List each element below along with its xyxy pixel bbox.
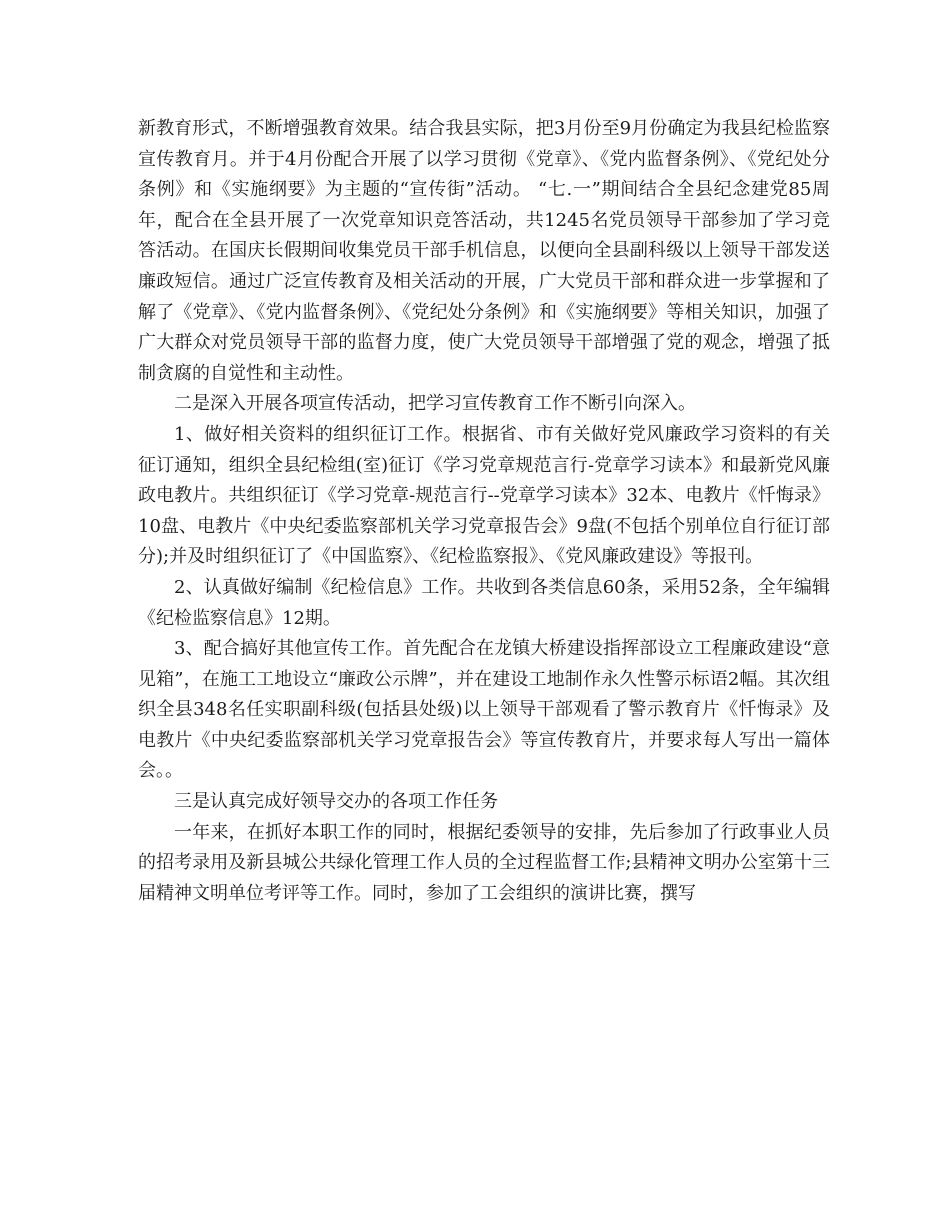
paragraph-section-three-heading: 三是认真完成好领导交办的各项工作任务 [174,791,498,813]
paragraph-item-1: 1、做好相关资料的组织征订工作。根据省、市有关做好党风廉政学习资料的有关征订通知，组织全县纪检组(室)征订《学习党章规范言行-党章学习读本》和最新党风廉政电教片。共组织征订《学习党章-规范言行--党章学习读本》32本、电教片《忏悔录》10盘、电教片《中央纪委监察部机关学习党章报告会》9盘(不包括个别单位自行征订部分);并及时组织征订了《中国监察》、《纪检监察报》、《党风廉政建设》等报刊。 [138,423,830,568]
paragraph-intro: 新教育形式，不断增强教育效果。结合我县实际，把3月份至9月份确定为我县纪检监察宣传教育月。并于4月份配合开展了以学习贯彻《党章》、《党内监督条例》、《党纪处分条例》和《实施纲要》为主题的“宣传街”活动。 “七.一”期间结合全县纪念建党85周年，配合在全县开展了一次党章知识竞答活动，共1245名党员领导干部参加了学习竞答活动。在国庆长假期间收集党员干部手机信息，以便向全县副科级以上领导干部发送廉政短信。通过广泛宣传教育及相关活动的开展，广大党员干部和群众进一步掌握和了解了《党章》、《党内监督条例》、《党纪处分条例》和《实施纲要》等相关知识，加强了广大群众对党员领导干部的监督力度，使广大党员领导干部增强了党的观念，增强了抵制贪腐的自觉性和主动性。 [138,118,830,384]
paragraph-closing: 一年来，在抓好本职工作的同时，根据纪委领导的安排，先后参加了行政事业人员的招考录用及新县城公共绿化管理工作人员的全过程监督工作;县精神文明办公室第十三届精神文明单位考评等工作。同时，参加了工会组织的演讲比赛，撰写 [138,821,830,904]
paragraph-item-2: 2、认真做好编制《纪检信息》工作。共收到各类信息60条，采用52条，全年编辑《纪检监察信息》12期。 [138,576,830,629]
paragraph-section-two-heading: 二是深入开展各项宣传活动，把学习宣传教育工作不断引向深入。 [174,393,696,415]
paragraph-item-3: 3、配合搞好其他宣传工作。首先配合在龙镇大桥建设指挥部设立工程廉政建设“意见箱”，在施工工地设立“廉政公示牌”，并在建设工地制作永久性警示标语2幅。其次组织全县348名任实职副科级(包括县处级)以上领导干部观看了警示教育片《忏悔录》及电教片《中央纪委监察部机关学习党章报告会》等宣传教育片，并要求每人写出一篇体会。。 [138,638,830,782]
